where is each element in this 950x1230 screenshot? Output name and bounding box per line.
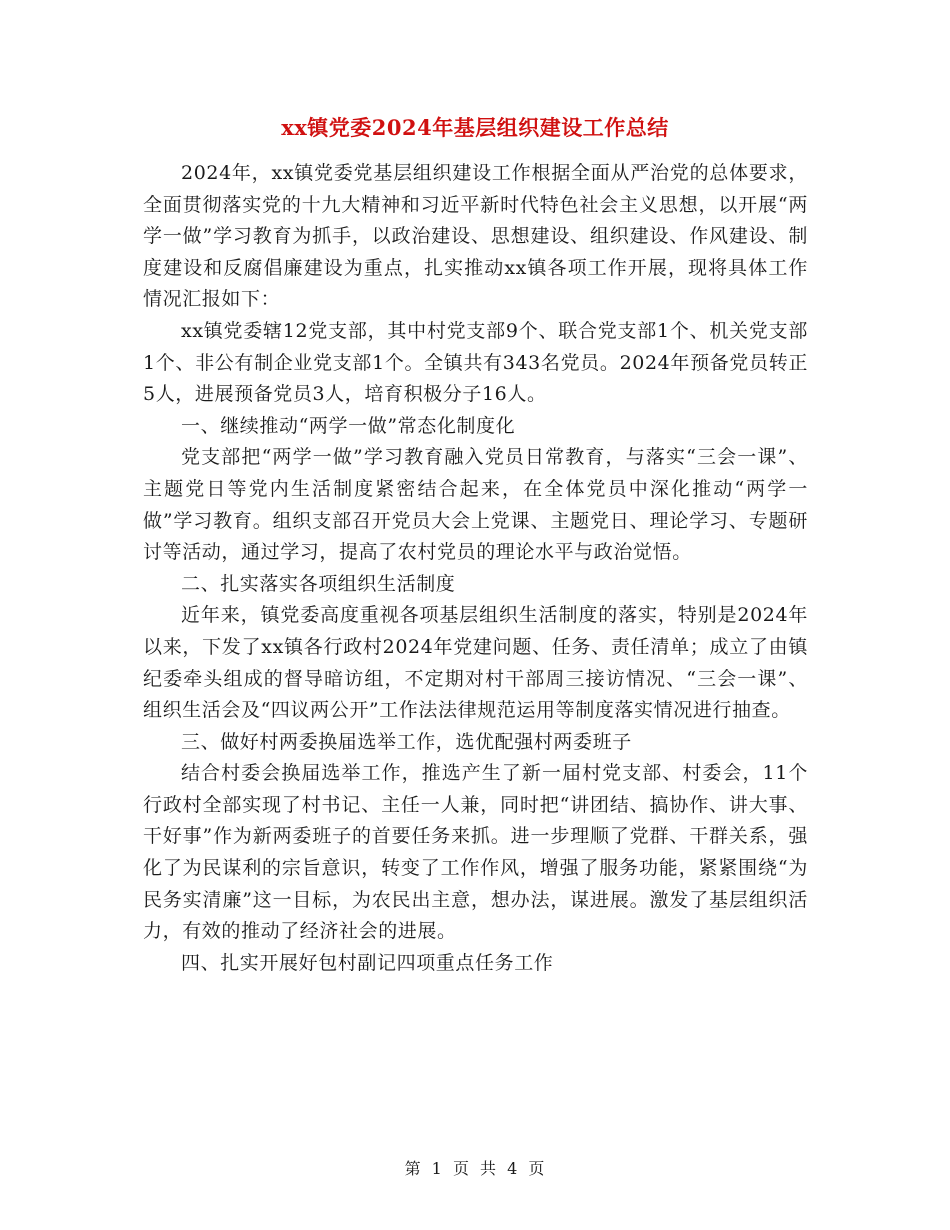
document-title: xx镇党委2024年基层组织建设工作总结 xyxy=(281,115,669,140)
page-footer: 第 1 页 共 4 页 xyxy=(404,1159,546,1178)
section-heading-2: 二、扎实落实各项组织生活制度 xyxy=(181,572,456,595)
paragraph-section-3: 结合村委会换届选举工作，推选产生了新一届村党支部、村委会，11个行政村全部实现了村书记、主任一人兼，同时把“讲团结、搞协作、讲大事、干好事”作为新两委班子的首要任务来抓。进一步理顺了党群、干群关系，强化了为民谋利的宗旨意识，转变了工作作风，增强了服务功能，紧紧围绕“为民务实清廉”这一目标，为农民出主意，想办法，谋进展。激发了基层组织活力，有效的推动了经济社会的进展。 xyxy=(143,762,808,943)
section-heading-4: 四、扎实开展好包村副记四项重点任务工作 xyxy=(181,951,554,974)
paragraph-intro: 2024年，xx镇党委党基层组织建设工作根据全面从严治党的总体要求，全面贯彻落实党的十九大精神和习近平新时代特色社会主义思想，以开展“两学一做”学习教育为抓手，以政治建设、思想建设、组织建设、作风建设、制度建设和反腐倡廉建设为重点，扎实推动xx镇各项工作开展，现将具体工作情况汇报如下： xyxy=(143,162,808,311)
paragraph-overview: xx镇党委辖12党支部，其中村党支部9个、联合党支部1个、机关党支部1个、非公有制企业党支部1个。全镇共有343名党员。2024年预备党员转正5人，进展预备党员3人，培育积极分子16人。 xyxy=(143,319,808,406)
section-heading-1: 一、继续推动“两学一做”常态化制度化 xyxy=(181,414,516,437)
section-heading-3: 三、做好村两委换届选举工作，选优配强村两委班子 xyxy=(181,730,632,753)
paragraph-section-1: 党支部把“两学一做”学习教育融入党员日常教育，与落实“三会一课”、主题党日等党内生活制度紧密结合起来，在全体党员中深化推动“两学一做”学习教育。组织支部召开党员大会上党课、主题党日、理论学习、专题研讨等活动，通过学习，提高了农村党员的理论水平与政治觉悟。 xyxy=(143,446,808,564)
document-body xyxy=(143,158,808,979)
paragraph-section-2: 近年来，镇党委高度重视各项基层组织生活制度的落实，特别是2024年以来，下发了xx镇各行政村2024年党建问题、任务、责任清单；成立了由镇纪委牵头组成的督导暗访组，不定期对村干部周三接访情况、“三会一课”、组织生活会及“四议两公开”工作法法律规范运用等制度落实情况进行抽查。 xyxy=(143,604,808,722)
